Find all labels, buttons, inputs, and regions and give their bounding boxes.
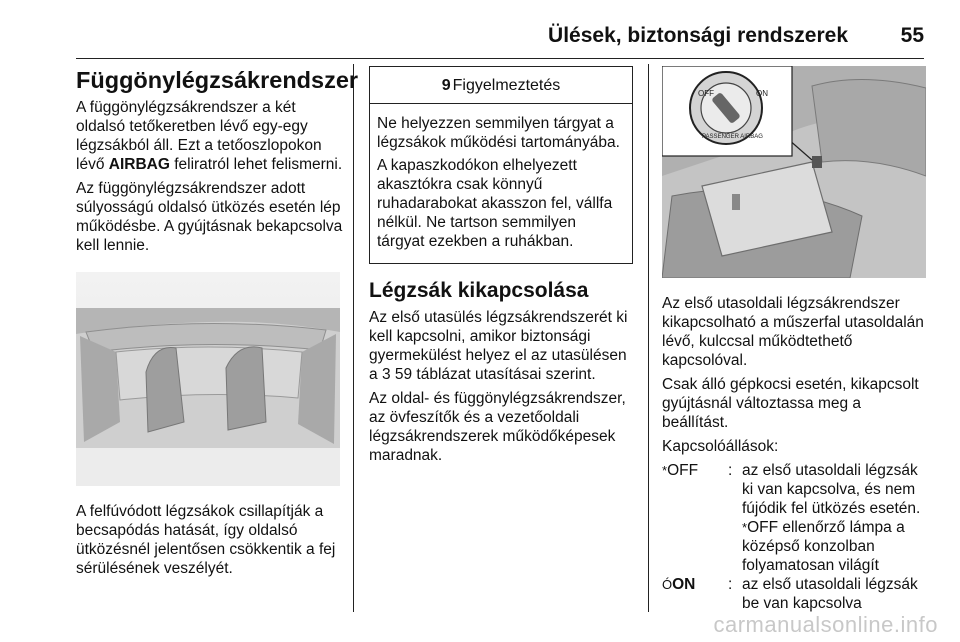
column-2 <box>369 66 633 470</box>
switch-off-description: az első utasoldali légzsák ki van kapcsolva, és nem fújódik fel ütközés esetén. *OFF ellenőrző lámpa a középső konzolban folyamatosan világít <box>742 462 921 574</box>
switch-off-key: *OFF <box>662 462 699 479</box>
warning-box <box>369 66 633 264</box>
switch-on-sep: : <box>728 576 733 593</box>
paragraph-switch-condition: Csak álló gépkocsi esetén, kikapcsolt gyújtásnál változtassa meg a beállítást. <box>662 376 919 431</box>
page-number: 55 <box>900 24 924 47</box>
dashboard-switch-illustration <box>662 66 926 278</box>
warning-triangle-icon: 9 <box>441 76 451 94</box>
curtain-airbag-figure <box>76 272 340 486</box>
page-header-title: Ülések, biztonsági rendszerek <box>548 24 848 47</box>
warning-title: Figyelmeztetés <box>452 76 561 94</box>
section-heading-airbag-deactivation: Légzsák kikapcsolása <box>369 279 589 302</box>
switch-on-key: ÓON <box>662 576 696 593</box>
column-3 <box>662 66 930 613</box>
switch-off-label: OFF <box>698 89 714 98</box>
paragraph-curtain-trigger: Az függönylégzsákrendszer adott súlyosságú oldalsó ütközés esetén lép működésbe. A gyújtásnak bekapcsolva kell lennie. <box>76 180 343 254</box>
header-rule <box>76 58 924 59</box>
paragraph-curtain-description: A függönylégzsákrendszer a két oldalsó tetőkeretben lévő egy-egy légzsákból áll. Ezt a tetőoszlopokon lévő AIRBAG feliratról lehet felismerni. <box>76 99 343 173</box>
paragraph-switch-location: Az első utasoldali légzsákrendszer kikapcsolható a műszerfal utasoldalán lévő, kulccsal működtethető kapcsolóval. <box>662 295 924 369</box>
warning-text-1: Ne helyezzen semmilyen tárgyat a légzsákok működési tartományába. <box>377 115 620 151</box>
car-interior-illustration <box>76 272 340 486</box>
warning-text-2: A kapaszkodókon elhelyezett akasztókra csak könnyű ruhadarabokat akasszon fel, vállfa nélkül. Ne tartson semmilyen tárgyat ezekben a ruhákban. <box>377 157 613 250</box>
page-reference-icon: 3 <box>381 366 391 383</box>
site-watermark: carmanualsonline.info <box>713 612 938 637</box>
paragraph-deactivation: Az első utasülés légzsákrendszerét ki kell kapcsolni, amikor biztonsági gyermekülést helyez el az utasülésen a 3 59 táblázat utasításai szerint. <box>369 309 628 383</box>
deactivation-switch-figure <box>662 66 926 278</box>
passenger-airbag-on-icon: Ó <box>662 577 673 592</box>
switch-off-sep: : <box>728 462 733 479</box>
passenger-airbag-off-lamp-icon: * <box>742 520 748 535</box>
warning-header <box>370 67 632 104</box>
passenger-airbag-off-icon: * <box>662 463 668 478</box>
page-header <box>0 24 960 64</box>
airbag-label: AIRBAG <box>108 156 170 173</box>
column-divider-1 <box>353 64 354 612</box>
section-heading-curtain-airbag: Függönylégzsákrendszer <box>76 67 359 93</box>
switch-on-description: az első utasoldali légzsák be van kapcsolva <box>742 576 918 612</box>
column-1 <box>76 66 359 583</box>
warning-body <box>370 104 632 263</box>
column-divider-2 <box>648 64 649 612</box>
paragraph-switch-positions: Kapcsolóállások: <box>662 438 779 455</box>
paragraph-remaining-systems: Az oldal- és függönylégzsákrendszer, az övfeszítők és a vezetőoldali légzsákrendszerek működőképesek maradnak. <box>369 390 626 464</box>
paragraph-curtain-effect: A felfúvódott légzsákok csillapítják a becsapódás hatását, így oldalsó ütközésnél jelentősen csökkentik a fej sérülésének veszélyét. <box>76 503 336 577</box>
switch-on-label: ON <box>756 89 768 98</box>
switch-rim-label: PASSENGER AIRBAG <box>702 134 763 140</box>
switch-position-table <box>662 461 930 613</box>
